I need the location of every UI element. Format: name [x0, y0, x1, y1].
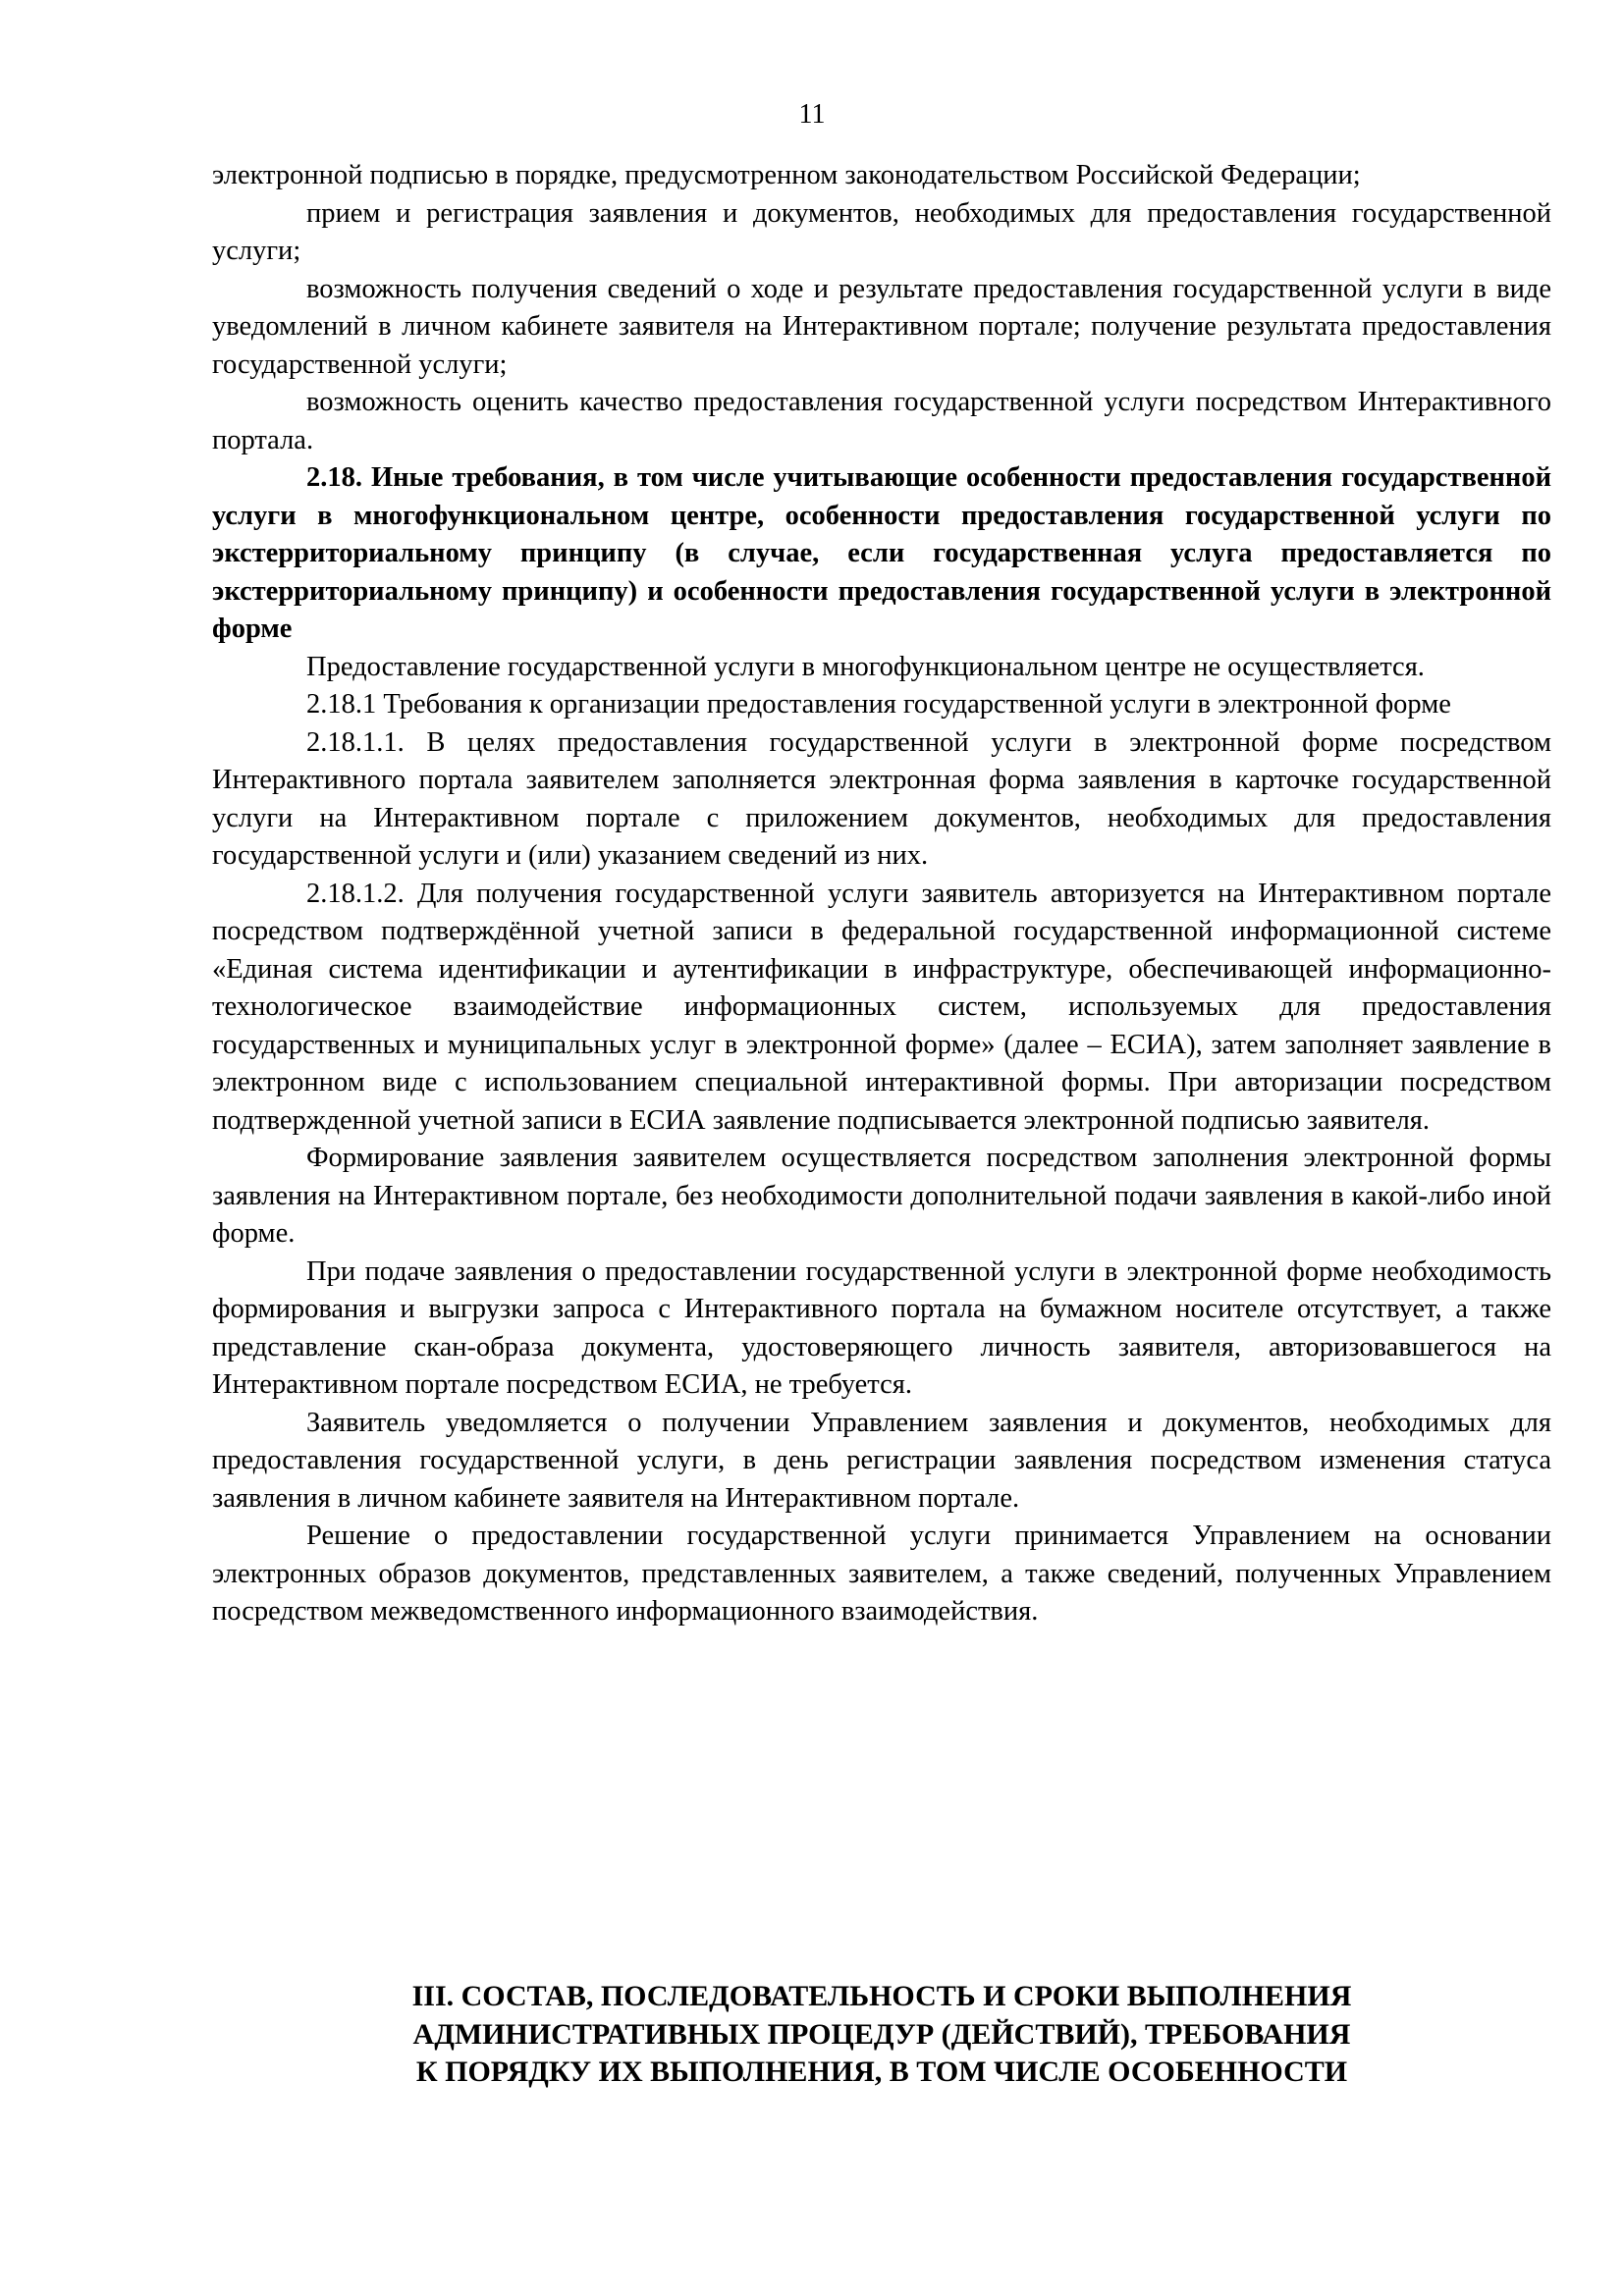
section-heading-line: К ПОРЯДКУ ИХ ВЫПОЛНЕНИЯ, В ТОМ ЧИСЛЕ ОСОБЕННОСТИ	[415, 2056, 1348, 2088]
paragraph-signature-continuation: электронной подписью в порядке, предусмотренном законодательством Российской Федерации;	[212, 160, 1361, 190]
section-iii-heading	[212, 1978, 1551, 2092]
paragraph-decision: Решение о предоставлении государственной услуги принимается Управлением на основании электронных образов документов, представленных заявителем, а также сведений, полученных Управлением посредством межведомственного информационного взаимодействия.	[212, 1521, 1551, 1627]
section-heading-line: АДМИНИСТРАТИВНЫХ ПРОЦЕДУР (ДЕЙСТВИЙ), ТРЕБОВАНИЯ	[412, 2017, 1351, 2051]
section-2-18-heading: 2.18. Иные требования, в том числе учитывающие особенности предоставления государственной услуги в многофункциональном центре, особенности предоставления государственной услуги по экстерриториальному принципу (в случае, если государственная услуга предоставляется по экстерриториальному принципу) и особенности предоставления государственной услуги в электронной форме	[212, 462, 1551, 644]
paragraph-form-filling: Формирование заявления заявителем осуществляется посредством заполнения электронной формы заявления на Интерактивном портале, без необходимости дополнительной подачи заявления в какой-либо иной форме.	[212, 1143, 1551, 1249]
page-number: 11	[798, 99, 826, 130]
paragraph-2-18-1: 2.18.1 Требования к организации предоставления государственной услуги в электронной форме	[306, 689, 1451, 720]
paragraph-2-18-1-1: 2.18.1.1. В целях предоставления государственной услуги в электронной форме посредством Интерактивного портала заявителем заполняется электронная форма заявления в карточке государственной услуги на Интерактивном портале с приложением документов, необходимых для предоставления государственной услуги и (или) указанием сведений из них.	[212, 726, 1551, 871]
paragraph-submission: При подаче заявления о предоставлении государственной услуги в электронной форме необходимость формирования и выгрузки запроса с Интерактивного портала на бумажном носителе отсутствует, а также представление скан-образа документа, удостоверяющего личность заявителя, авторизовавшегося на Интерактивном портале посредством ЕСИА, не требуется.	[212, 1255, 1551, 1400]
paragraph-2-18-1-2: 2.18.1.2. Для получения государственной услуги заявитель авторизуется на Интерактивном портале посредством подтверждённой учетной записи в федеральной государственной информационной системе «Единая система идентификации и аутентификации в инфраструктуре, обеспечивающей информационно-технологическое взаимодействие информационных систем, используемых для предоставления государственных и муниципальных услуг в электронной форме» (далее – ЕСИА), затем заполняет заявление в электронном виде с использованием специальной интерактивной формы. При авторизации посредством подтвержденной учетной записи в ЕСИА заявление подписывается электронной подписью заявителя.	[212, 878, 1551, 1136]
paragraph-notification: Заявитель уведомляется о получении Управлением заявления и документов, необходимых для предоставления государственной услуги, в день регистрации заявления посредством изменения статуса заявления в личном кабинете заявителя на Интерактивном портале.	[212, 1407, 1551, 1514]
document-body	[212, 157, 1551, 1631]
section-heading-line: III. СОСТАВ, ПОСЛЕДОВАТЕЛЬНОСТЬ И СРОКИ ВЫПОЛНЕНИЯ	[411, 1980, 1352, 2012]
paragraph-registration: прием и регистрация заявления и документов, необходимых для предоставления государственной услуги;	[212, 197, 1551, 266]
paragraph-status-info: возможность получения сведений о ходе и результате предоставления государственной услуги в виде уведомлений в личном кабинете заявителя на Интерактивном портале; получение результата предоставления государственной услуги;	[212, 273, 1551, 380]
paragraph-quality-rating: возможность оценить качество предоставления государственной услуги посредством Интерактивного портала.	[212, 387, 1551, 455]
paragraph-mfc: Предоставление государственной услуги в многофункциональном центре не осуществляется.	[306, 651, 1425, 682]
